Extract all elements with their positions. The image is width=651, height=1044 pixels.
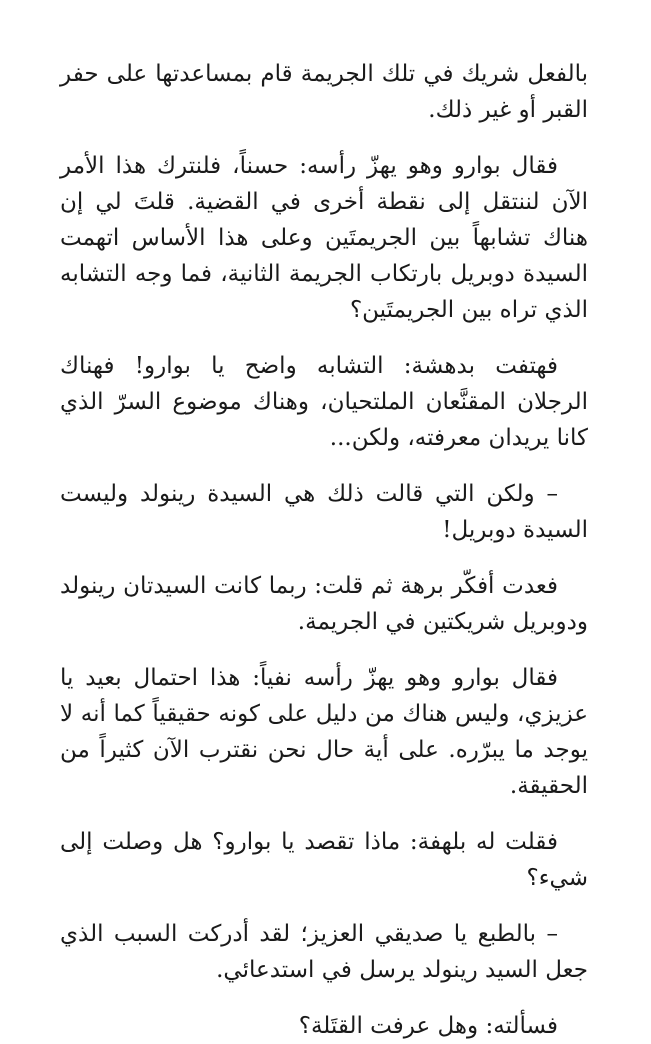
paragraph-6: فقال بوارو وهو يهزّ رأسه نفياً: هذا احتمال بعيد يا عزيزي، وليس هناك من دليل على كونه حقيقياً كما أنه لا يوجد ما يبرّره. على أية حال نحن نقترب الآن كثيراً من الحقيقة. <box>60 665 588 799</box>
paragraph-8: – بالطبع يا صديقي العزيز؛ لقد أدركت السبب الذي جعل السيد رينولد يرسل في استدعائي. <box>60 921 588 983</box>
paragraph-2: فقال بوارو وهو يهزّ رأسه: حسناً، فلنترك هذا الأمر الآن لننتقل إلى نقطة أخرى في القضية. قلتَ لي إن هناك تشابهاً بين الجريمتَين وعلى هذا الأساس اتهمت السيدة دوبريل بارتكاب الجريمة الثانية، فما وجه التشابه الذي تراه بين الجريمتَين؟ <box>60 153 588 323</box>
paragraph-7: فقلت له بلهفة: ماذا تقصد يا بوارو؟ هل وصلت إلى شيء؟ <box>60 829 588 891</box>
paragraph-3: فهتفت بدهشة: التشابه واضح يا بوارو! فهناك الرجلان المقنَّعان الملتحيان، وهناك موضوع السرّ الذي كانا يريدان معرفته، ولكن... <box>60 353 588 451</box>
paragraph-5: فعدت أفكّر برهة ثم قلت: ربما كانت السيدتان رينولد ودوبريل شريكتين في الجريمة. <box>60 573 588 635</box>
paragraph-4: – ولكن التي قالت ذلك هي السيدة رينولد وليست السيدة دوبريل! <box>60 481 588 543</box>
book-page <box>60 56 588 1044</box>
paragraph-9: فسألته: وهل عرفت القتَلة؟ <box>298 1013 558 1039</box>
paragraph-1: بالفعل شريك في تلك الجريمة قام بمساعدتها على حفر القبر أو غير ذلك. <box>60 61 588 123</box>
